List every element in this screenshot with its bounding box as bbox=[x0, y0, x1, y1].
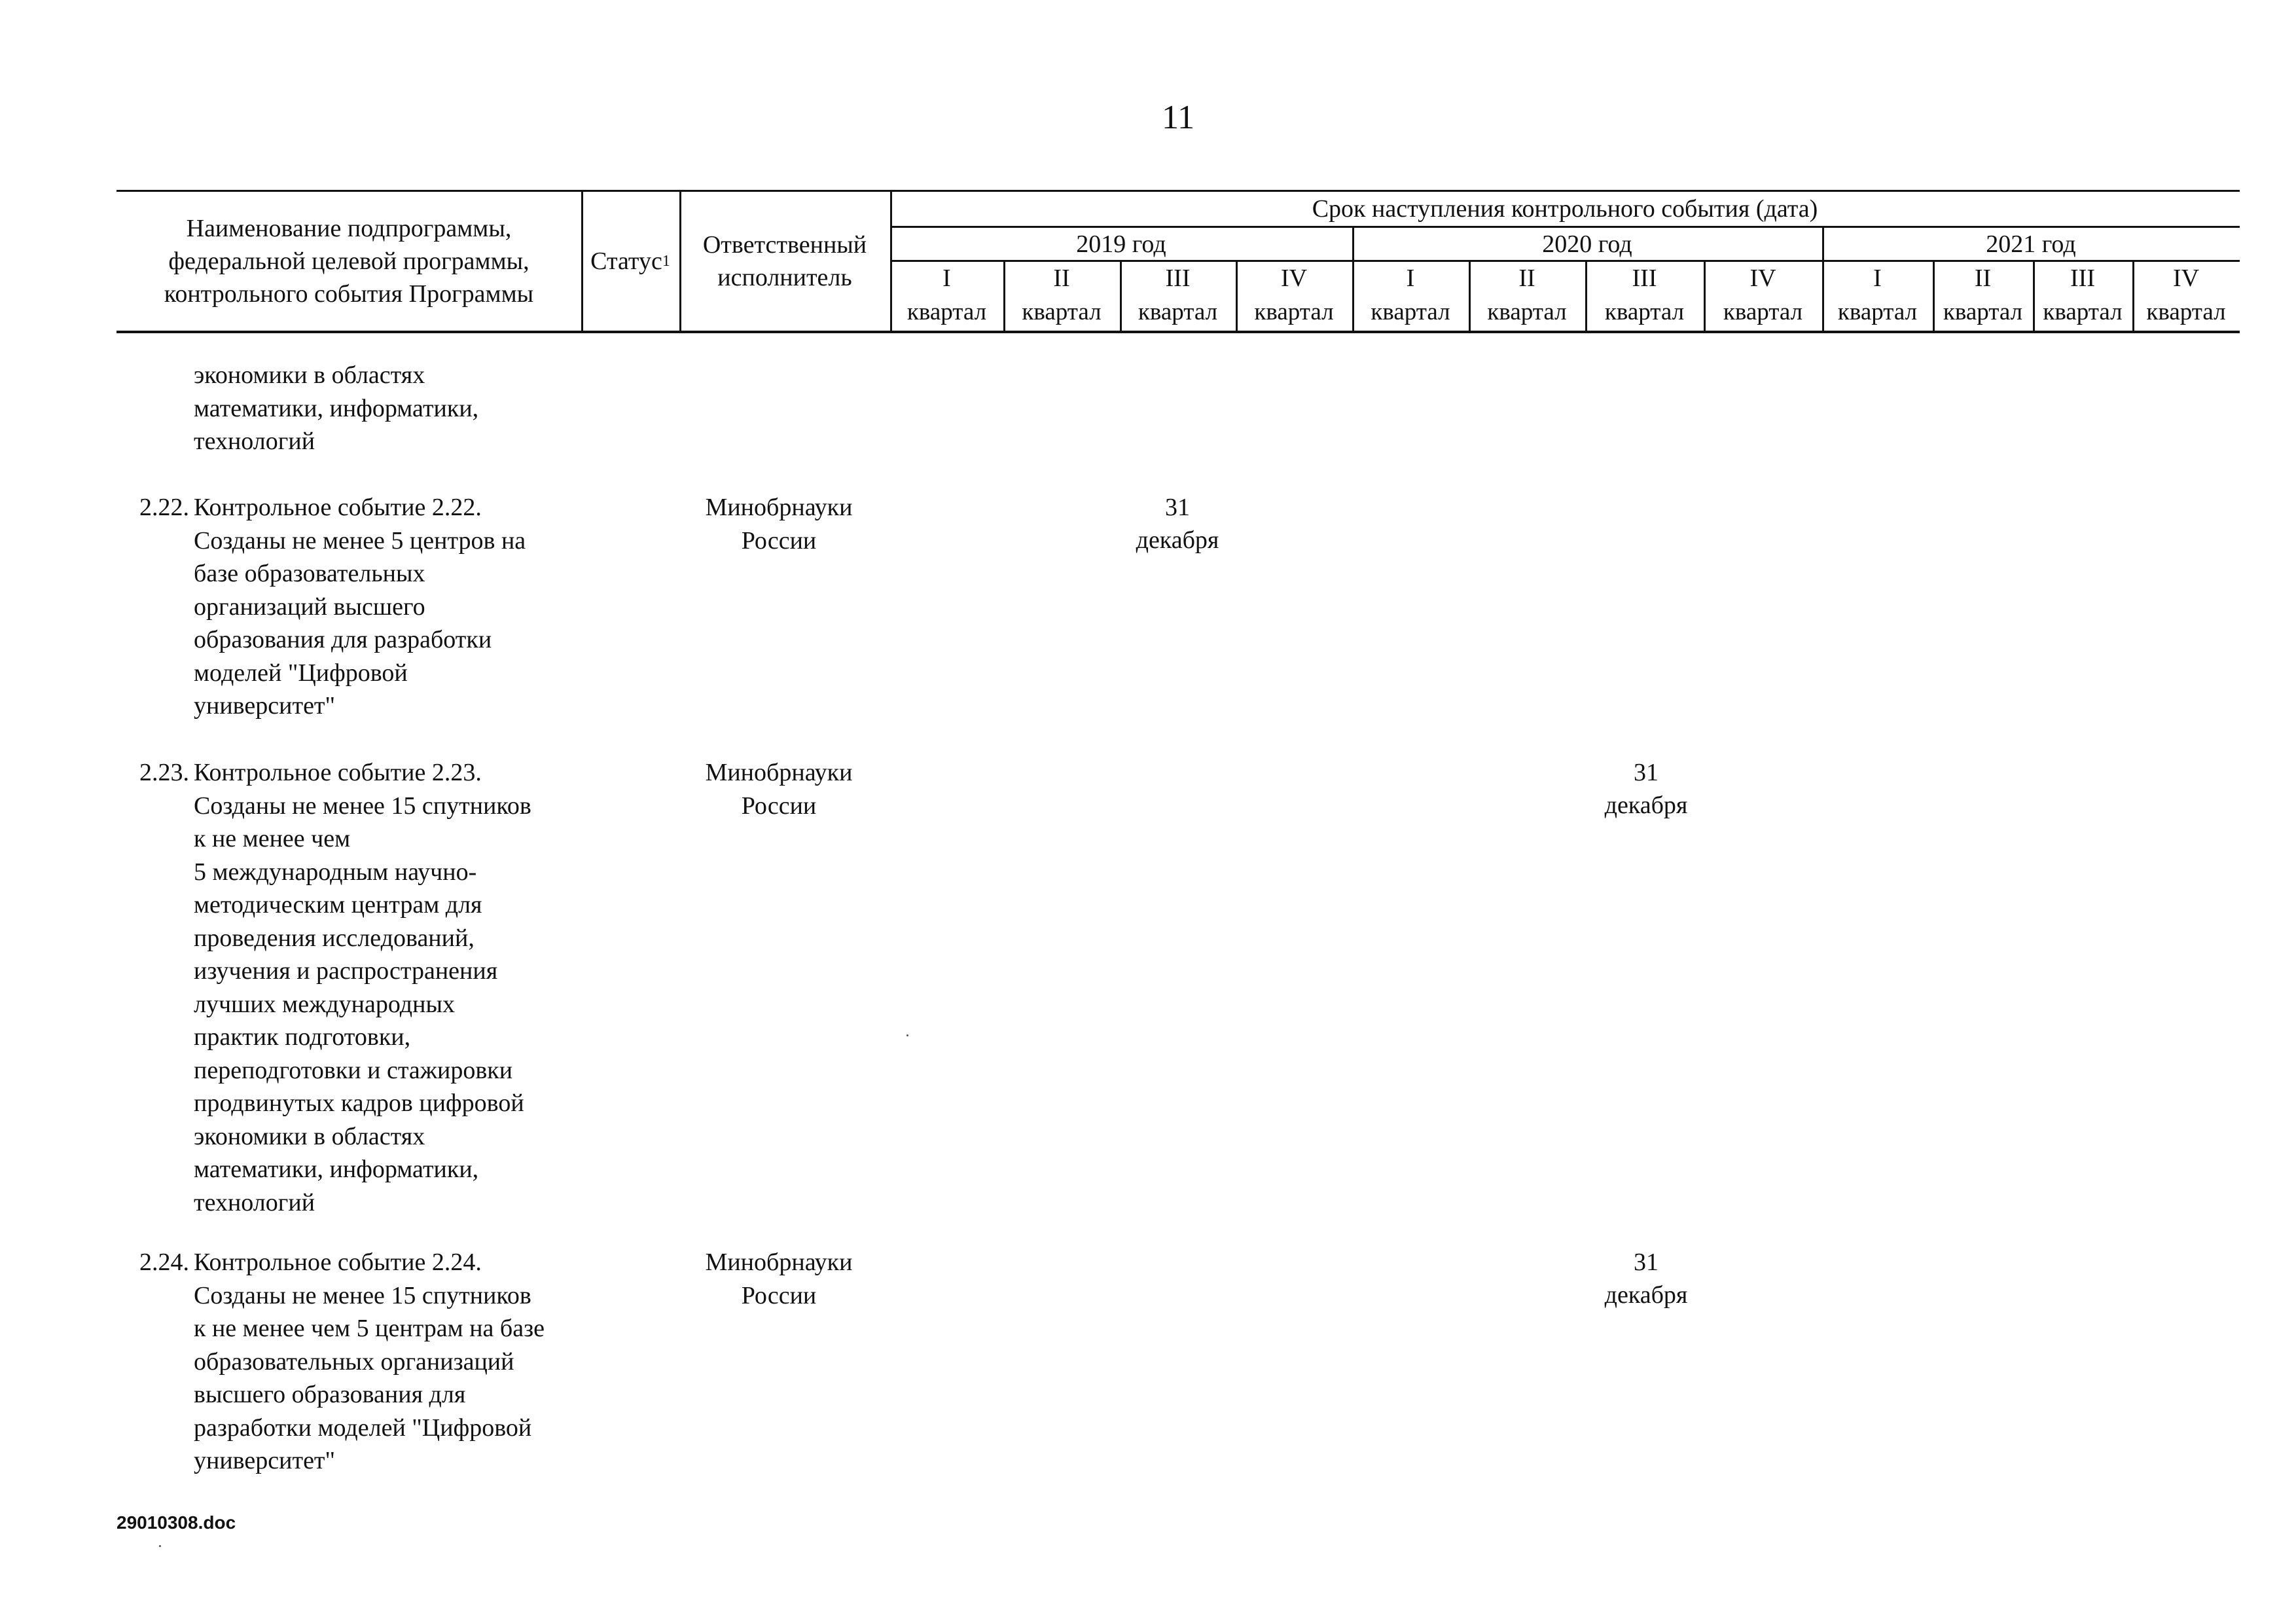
row-date-month: декабря bbox=[1136, 526, 1219, 554]
hline-under-deadline-title bbox=[890, 226, 2240, 228]
continuation-text: экономики в областях математики, информатики, технологий bbox=[194, 361, 479, 455]
row-executor: Минобрнауки России bbox=[705, 759, 853, 820]
hline-under-years bbox=[890, 260, 2240, 262]
header-year-2020: 2020 год bbox=[1542, 230, 1632, 258]
vline-status-right bbox=[679, 192, 681, 331]
page-number: 11 bbox=[1161, 99, 1195, 136]
quarter-roman: III bbox=[1165, 264, 1191, 292]
row-number: 2.22. bbox=[139, 494, 189, 521]
row-description: Контрольное событие 2.22. Созданы не менее 5 центров на базе образовательных организаций высшего образования для разработки моделей "Цифровой университет" bbox=[194, 494, 526, 720]
quarter-word: квартал bbox=[1723, 299, 1803, 325]
quarter-roman: IV bbox=[1749, 264, 1776, 292]
quarter-word: квартал bbox=[1371, 299, 1450, 325]
table-header bbox=[117, 190, 2240, 333]
scan-speck bbox=[159, 1545, 161, 1547]
header-status-column bbox=[581, 192, 679, 331]
quarter-word: квартал bbox=[2043, 299, 2123, 325]
quarter-roman: IV bbox=[2172, 264, 2200, 292]
quarter-word: квартал bbox=[906, 299, 987, 325]
quarter-word: квартал bbox=[1487, 299, 1567, 325]
quarter-word: квартал bbox=[1837, 299, 1918, 325]
scan-speck bbox=[906, 1034, 908, 1036]
quarter-word: квартал bbox=[1943, 299, 2023, 325]
header-executor-column: Ответственный исполнитель bbox=[702, 231, 867, 291]
row-date-day: 31 bbox=[1634, 759, 1659, 786]
header-status-footnote-mark: 1 bbox=[662, 253, 670, 270]
quarter-roman: I bbox=[942, 264, 951, 292]
quarter-roman: IV bbox=[1280, 264, 1308, 292]
quarter-roman: II bbox=[1974, 264, 1992, 292]
vline-status-left bbox=[581, 192, 583, 331]
header-year-2019: 2019 год bbox=[1076, 230, 1166, 258]
row-date-day: 31 bbox=[1165, 494, 1190, 521]
header-year-2021: 2021 год bbox=[1986, 230, 2076, 258]
row-date-month: декабря bbox=[1604, 792, 1688, 819]
quarter-word: квартал bbox=[1138, 299, 1218, 325]
quarter-roman: I bbox=[1873, 264, 1882, 292]
quarter-roman: II bbox=[1053, 264, 1070, 292]
row-number: 2.24. bbox=[139, 1249, 189, 1276]
quarter-roman: I bbox=[1406, 264, 1415, 292]
row-date-month: декабря bbox=[1604, 1281, 1688, 1309]
row-executor: Минобрнауки России bbox=[705, 1249, 853, 1309]
header-name-column: Наименование подпрограммы, федеральной целевой программы, контрольного события Программы bbox=[164, 215, 534, 308]
quarter-roman: III bbox=[1632, 264, 1657, 292]
quarter-roman: II bbox=[1518, 264, 1535, 292]
quarter-roman: III bbox=[2070, 264, 2095, 292]
row-number: 2.23. bbox=[139, 759, 189, 786]
quarter-word: квартал bbox=[1254, 299, 1334, 325]
row-description: Контрольное событие 2.24. Созданы не менее 15 спутников к не менее чем 5 центрам на базе образовательных организаций высшего образования для разработки моделей "Цифровой университет" bbox=[194, 1249, 545, 1474]
header-status-label: Статус bbox=[590, 247, 662, 275]
quarter-word: квартал bbox=[1604, 299, 1685, 325]
footer-doc-code: 29010308.doc bbox=[117, 1512, 236, 1533]
row-description: Контрольное событие 2.23. Созданы не менее 15 спутников к не менее чем 5 международным научно- методическим центрам для проведения исследований, изучения и распространения лучших международных практик подготовки, переподготовки и стажировки продвинутых кадров цифровой экономики в областях математики, информатики, технологий bbox=[194, 759, 531, 1216]
header-deadline-title: Срок наступления контрольного события (дата) bbox=[1312, 195, 1818, 223]
quarter-word: квартал bbox=[2146, 299, 2226, 325]
row-date-day: 31 bbox=[1634, 1249, 1659, 1276]
row-executor: Минобрнауки России bbox=[705, 494, 853, 555]
quarter-word: квартал bbox=[1022, 299, 1102, 325]
